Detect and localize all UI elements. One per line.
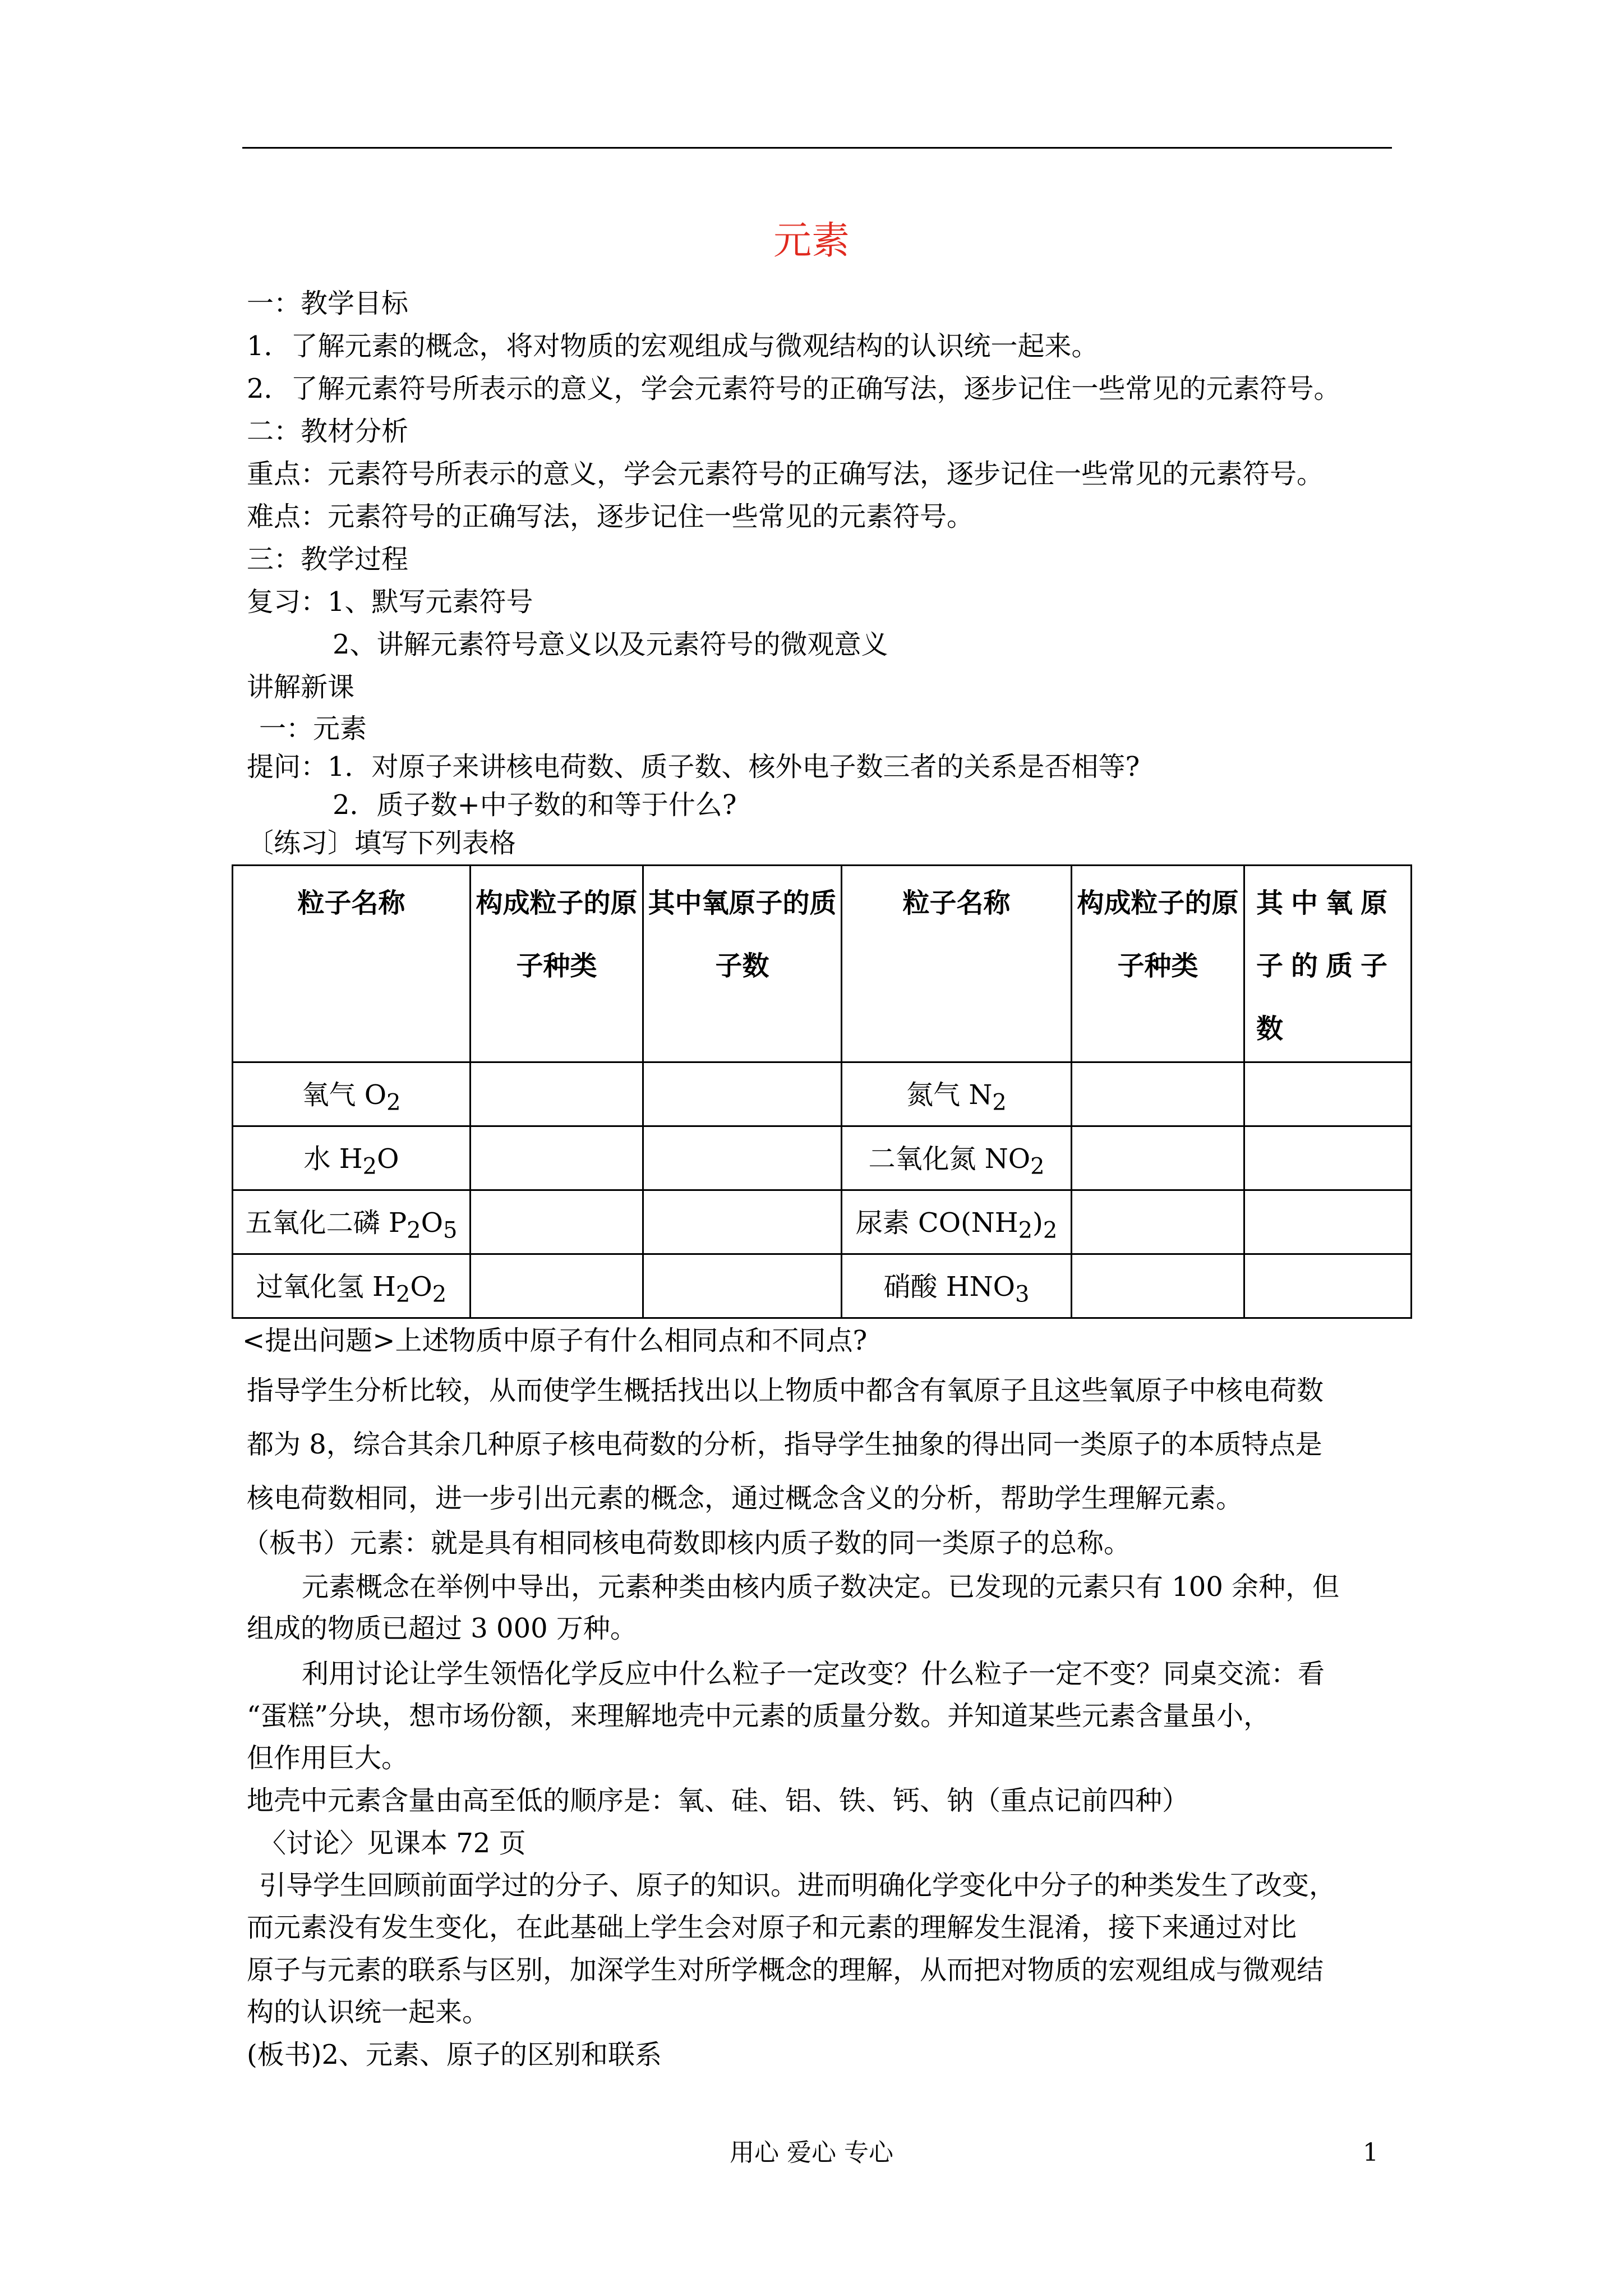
question-1: 提问：1．对原子来讲核电荷数、质子数、核外电子数三者的关系是否相等?	[247, 751, 1140, 783]
paragraph-line: 组成的物质已超过 3 000 万种。	[247, 1613, 637, 1644]
paragraph-line: 构的认识统一起来。	[247, 1996, 490, 2028]
footer-motto: 用心 爱心 专心	[730, 2138, 893, 2167]
cell-empty	[1072, 1126, 1244, 1190]
discussion-line: 〈讨论〉见课本 72 页	[259, 1828, 526, 1859]
paragraph-line: 引导学生回顾前面学过的分子、原子的知识。进而明确化学变化中分子的种类发生了改变，	[259, 1870, 1336, 1901]
table-row	[233, 1254, 1412, 1318]
new-lesson-heading: 讲解新课	[247, 671, 355, 703]
objective-1: 1．了解元素的概念，将对物质的宏观组成与微观结构的认识统一起来。	[247, 330, 1099, 362]
header-oxygen-protons: 其中氧原子的质子数	[643, 866, 842, 1062]
subheading-element: 一：元素	[259, 713, 367, 744]
cell-empty	[1072, 1062, 1244, 1126]
header-rule	[242, 147, 1392, 149]
difficult-point: 难点：元素符号的正确写法，逐步记住一些常见的元素符号。	[247, 501, 974, 532]
cell-empty	[1072, 1254, 1244, 1318]
cell-empty	[471, 1190, 643, 1254]
board-note-difference: (板书)2、元素、原子的区别和联系	[247, 2039, 662, 2070]
cell-empty	[643, 1190, 842, 1254]
exercise-label: 〔练习〕填写下列表格	[247, 827, 517, 859]
section-heading-analysis: 二：教材分析	[247, 416, 409, 447]
paragraph-line: 都为 8，综合其余几种原子核电荷数的分析，指导学生抽象的得出同一类原子的本质特点是	[247, 1429, 1322, 1460]
cell-empty	[643, 1062, 842, 1126]
section-heading-objectives: 一：教学目标	[247, 288, 409, 319]
header-atom-types: 构成粒子的原子种类	[471, 866, 643, 1062]
header-oxygen-protons-2: 其中氧原子的质子数	[1244, 866, 1412, 1062]
objective-2: 2．了解元素符号所表示的意义，学会元素符号的正确写法，逐步记住一些常见的元素符号。	[247, 373, 1341, 404]
cell-particle: 氮气 $N_2$	[842, 1062, 1072, 1126]
table-row	[233, 1062, 1412, 1126]
paragraph-line: 元素概念在举例中导出，元素种类由核内质子数决定。已发现的元素只有 100 余种，但	[302, 1571, 1340, 1603]
cell-empty	[1072, 1190, 1244, 1254]
board-note-definition: （板书）元素：就是具有相同核电荷数即核内质子数的同一类原子的总称。	[242, 1527, 1131, 1559]
cell-particle: 五氧化二磷 $P_2O_5$	[233, 1190, 471, 1254]
cell-empty	[471, 1254, 643, 1318]
crust-order-line: 地壳中元素含量由高至低的顺序是：氧、硅、铝、铁、钙、钠（重点记前四种）	[247, 1785, 1189, 1816]
raised-question: <提出问题>上述物质中原子有什么相同点和不同点?	[242, 1325, 868, 1356]
page-number: 1	[1363, 2138, 1378, 2167]
cell-particle: 氧气 $O_2$	[233, 1062, 471, 1126]
review-2: 2、讲解元素符号意义以及元素符号的微观意义	[333, 629, 888, 660]
cell-empty	[1244, 1190, 1412, 1254]
cell-particle: 二氧化氮 $NO_2$	[842, 1126, 1072, 1190]
cell-particle: 尿素 $CO(NH_2)_2$	[842, 1190, 1072, 1254]
paragraph-line: “蛋糕”分块，想市场份额，来理解地壳中元素的质量分数。并知道某些元素含量虽小，	[247, 1700, 1271, 1732]
section-heading-process: 三：教学过程	[247, 544, 409, 575]
header-particle-name-2: 粒子名称	[842, 866, 1072, 1062]
cell-empty	[1244, 1062, 1412, 1126]
cell-empty	[471, 1126, 643, 1190]
cell-empty	[643, 1126, 842, 1190]
cell-empty	[471, 1062, 643, 1126]
paragraph-line: 而元素没有发生变化，在此基础上学生会对原子和元素的理解发生混淆，接下来通过对比	[247, 1912, 1297, 1943]
question-2: 2．质子数+中子数的和等于什么?	[333, 789, 737, 821]
table-row	[233, 1190, 1412, 1254]
table-header-row	[233, 866, 1412, 1062]
cell-empty	[1244, 1126, 1412, 1190]
paragraph-line: 核电荷数相同，进一步引出元素的概念，通过概念含义的分析，帮助学生理解元素。	[247, 1483, 1243, 1514]
table-row	[233, 1126, 1412, 1190]
paragraph-line: 但作用巨大。	[247, 1742, 409, 1774]
cell-empty	[1244, 1254, 1412, 1318]
header-particle-name: 粒子名称	[233, 866, 471, 1062]
cell-particle: 水 $H_2O$	[233, 1126, 471, 1190]
key-point: 重点：元素符号所表示的意义，学会元素符号的正确写法，逐步记住一些常见的元素符号。	[247, 458, 1324, 490]
cell-empty	[643, 1254, 842, 1318]
paragraph-line: 指导学生分析比较，从而使学生概括找出以上物质中都含有氧原子且这些氧原子中核电荷数	[247, 1375, 1324, 1406]
header-atom-types-2: 构成粒子的原子种类	[1072, 866, 1244, 1062]
paragraph-line: 利用讨论让学生领悟化学反应中什么粒子一定改变？什么粒子一定不变？同桌交流：看	[302, 1658, 1325, 1690]
paragraph-line: 原子与元素的联系与区别，加深学生对所学概念的理解，从而把对物质的宏观组成与微观结	[247, 1954, 1324, 1986]
page-title: 元素	[773, 219, 850, 263]
review-1: 复习：1、默写元素符号	[247, 586, 533, 618]
cell-particle: 硝酸 $HNO_3$	[842, 1254, 1072, 1318]
cell-particle: 过氧化氢 $H_2O_2$	[233, 1254, 471, 1318]
particle-table	[232, 864, 1412, 1319]
